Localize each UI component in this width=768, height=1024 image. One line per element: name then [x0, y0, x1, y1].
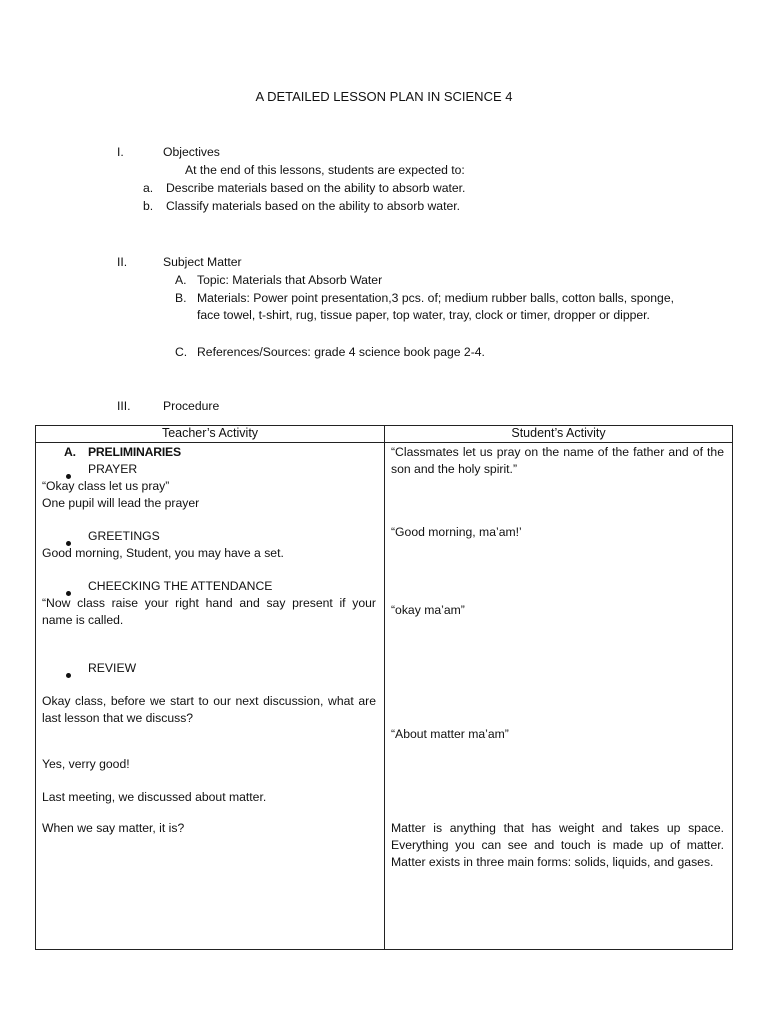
- teacher-activity-cell: [36, 443, 385, 950]
- praise-line: Yes, verry good!: [42, 757, 130, 771]
- student-greeting-response: “Good morning, ma’am!’: [391, 525, 522, 539]
- student-activity-header: Student’s Activity: [385, 426, 733, 443]
- bullet-icon: [66, 666, 71, 683]
- objective-a-marker: a.: [143, 181, 154, 195]
- matter-question: When we say matter, it is?: [42, 821, 185, 835]
- section-subject-numeral: II.: [117, 255, 128, 269]
- attendance-line: “Now class raise your right hand and say present if your name is called.: [42, 596, 376, 627]
- review-question: Okay class, before we start to our next discussion, what are last lesson that we discuss?: [42, 694, 376, 725]
- objectives-intro: At the end of this lessons, students are expected to:: [185, 163, 465, 177]
- objective-a-text: Describe materials based on the ability to absorb water.: [166, 181, 466, 195]
- objective-b-marker: b.: [143, 199, 154, 213]
- teacher-activity-header: Teacher’s Activity: [36, 426, 385, 443]
- student-review-response: “About matter ma’am”: [391, 727, 509, 741]
- table-header-row: [36, 426, 733, 443]
- preliminaries-heading: PRELIMINARIES: [88, 445, 181, 459]
- section-procedure-heading: Procedure: [163, 399, 220, 413]
- student-matter-response: Matter is anything that has weight and takes up space. Everything you can see and touch is made up of matter. Matter exists in three main forms: solids, liquids, and gases.: [391, 821, 724, 869]
- greetings-label: GREETINGS: [88, 529, 160, 543]
- student-activity-cell: [385, 443, 733, 950]
- recap-line: Last meeting, we discussed about matter.: [42, 790, 267, 804]
- subject-b-marker: B.: [175, 291, 187, 305]
- prayer-label: PRAYER: [88, 462, 138, 476]
- subject-a-marker: A.: [175, 273, 187, 287]
- prayer-line-2: One pupil will lead the prayer: [42, 496, 200, 510]
- student-attendance-response: “okay ma’am”: [391, 603, 465, 617]
- student-prayer-response: “Classmates let us pray on the name of the father and of the son and the holy spirit.”: [391, 445, 724, 476]
- section-objectives-heading: Objectives: [163, 145, 220, 159]
- section-procedure-numeral: III.: [117, 399, 131, 413]
- section-subject-heading: Subject Matter: [163, 255, 242, 269]
- table-body-row: [36, 443, 733, 950]
- review-label: REVIEW: [88, 661, 137, 675]
- objective-b-text: Classify materials based on the ability to absorb water.: [166, 199, 460, 213]
- subject-c-marker: C.: [175, 345, 188, 359]
- subject-a-text: Topic: Materials that Absorb Water: [197, 273, 383, 287]
- subject-c-text: References/Sources: grade 4 science book page 2-4.: [197, 345, 485, 359]
- attendance-label: CHEECKING THE ATTENDANCE: [88, 579, 273, 593]
- preliminaries-marker: A.: [64, 445, 76, 459]
- procedure-table: [35, 425, 733, 950]
- prayer-line-1: “Okay class let us pray”: [42, 479, 170, 493]
- section-objectives-numeral: I.: [117, 145, 124, 159]
- subject-b-text: Materials: Power point presentation,3 pcs. of; medium rubber balls, cotton balls, sponge, face towel, t-shirt, rug, tissue paper, top water, tray, clock or timer, dropper or dipper.: [197, 291, 674, 322]
- greetings-line: Good morning, Student, you may have a set.: [42, 546, 284, 560]
- document-title: A DETAILED LESSON PLAN IN SCIENCE 4: [255, 89, 513, 104]
